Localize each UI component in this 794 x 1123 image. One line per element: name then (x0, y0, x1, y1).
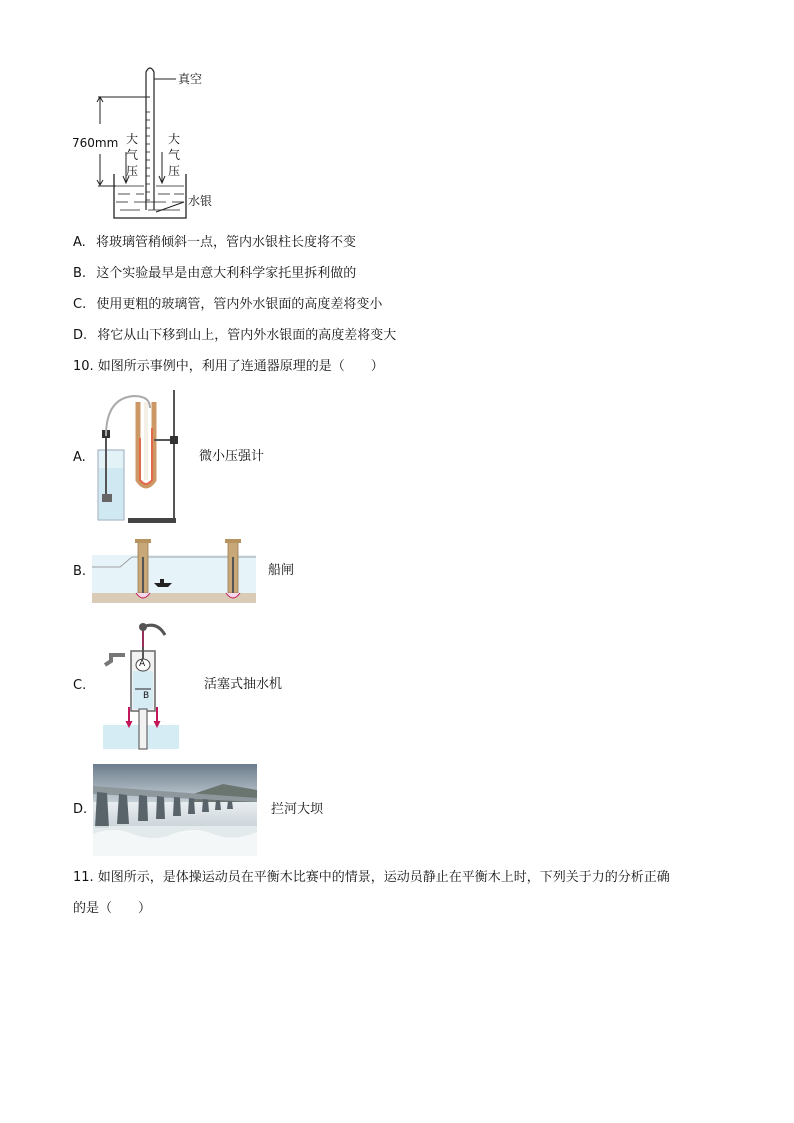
option-letter: D. (73, 328, 88, 343)
q11-stem-line1: 11. 如图所示，是体操运动员在平衡木比赛中的情景，运动员静止在平衡木上时，下列关于力的分析正确 (73, 870, 670, 885)
q10-option-a-caption: 微小压强计 (199, 449, 265, 464)
label-pressure-right-1: 大 (168, 132, 181, 146)
q10-option-c-letter: C. (73, 678, 87, 693)
q9-option-a (73, 234, 356, 252)
piston-pump-image (103, 621, 181, 749)
q10-option-b-letter: B. (73, 564, 87, 579)
q10-option-d-letter: D. (73, 802, 88, 817)
label-pressure-left-2: 气 (126, 148, 139, 162)
label-height: 760mm (72, 136, 119, 150)
q9-option-b (73, 265, 356, 283)
option-letter: A. (73, 235, 86, 250)
q10-stem: 10. 如图所示事例中，利用了连通器原理的是（ ） (73, 359, 384, 374)
option-text: 使用更粗的玻璃管，管内外水银面的高度差将变小 (96, 297, 383, 312)
dam-photo (93, 764, 257, 856)
label-pressure-right-3: 压 (168, 164, 181, 178)
pump-label-valve-b: B (143, 691, 150, 701)
option-text: 将它从山下移到山上，管内外水银面的高度差将变大 (97, 328, 397, 343)
barometer-figure (70, 62, 230, 227)
q9-option-d (73, 327, 396, 345)
label-pressure-left-3: 压 (126, 164, 139, 178)
label-pressure-right-2: 气 (168, 148, 181, 162)
q10-option-a-letter: A. (73, 450, 86, 465)
q10-option-b-caption: 船闸 (268, 563, 295, 578)
q10-option-c-caption: 活塞式抽水机 (204, 677, 283, 692)
option-text: 这个实验最早是由意大利科学家托里拆利做的 (96, 266, 357, 281)
q9-option-c (73, 296, 382, 314)
label-pressure-left-1: 大 (126, 132, 139, 146)
pump-label-valve-a: A (139, 659, 146, 669)
label-vacuum: 真空 (178, 72, 203, 86)
option-text: 将玻璃管稍倾斜一点，管内水银柱长度将不变 (95, 235, 356, 250)
manometer-image (94, 388, 184, 526)
option-letter: B. (73, 266, 87, 281)
option-letter: C. (73, 297, 87, 312)
ship-lock-image (92, 537, 256, 603)
q10-option-d-caption: 拦河大坝 (271, 802, 324, 817)
label-mercury: 水银 (188, 194, 213, 208)
q11-stem-line2: 的是（ ） (73, 901, 152, 916)
